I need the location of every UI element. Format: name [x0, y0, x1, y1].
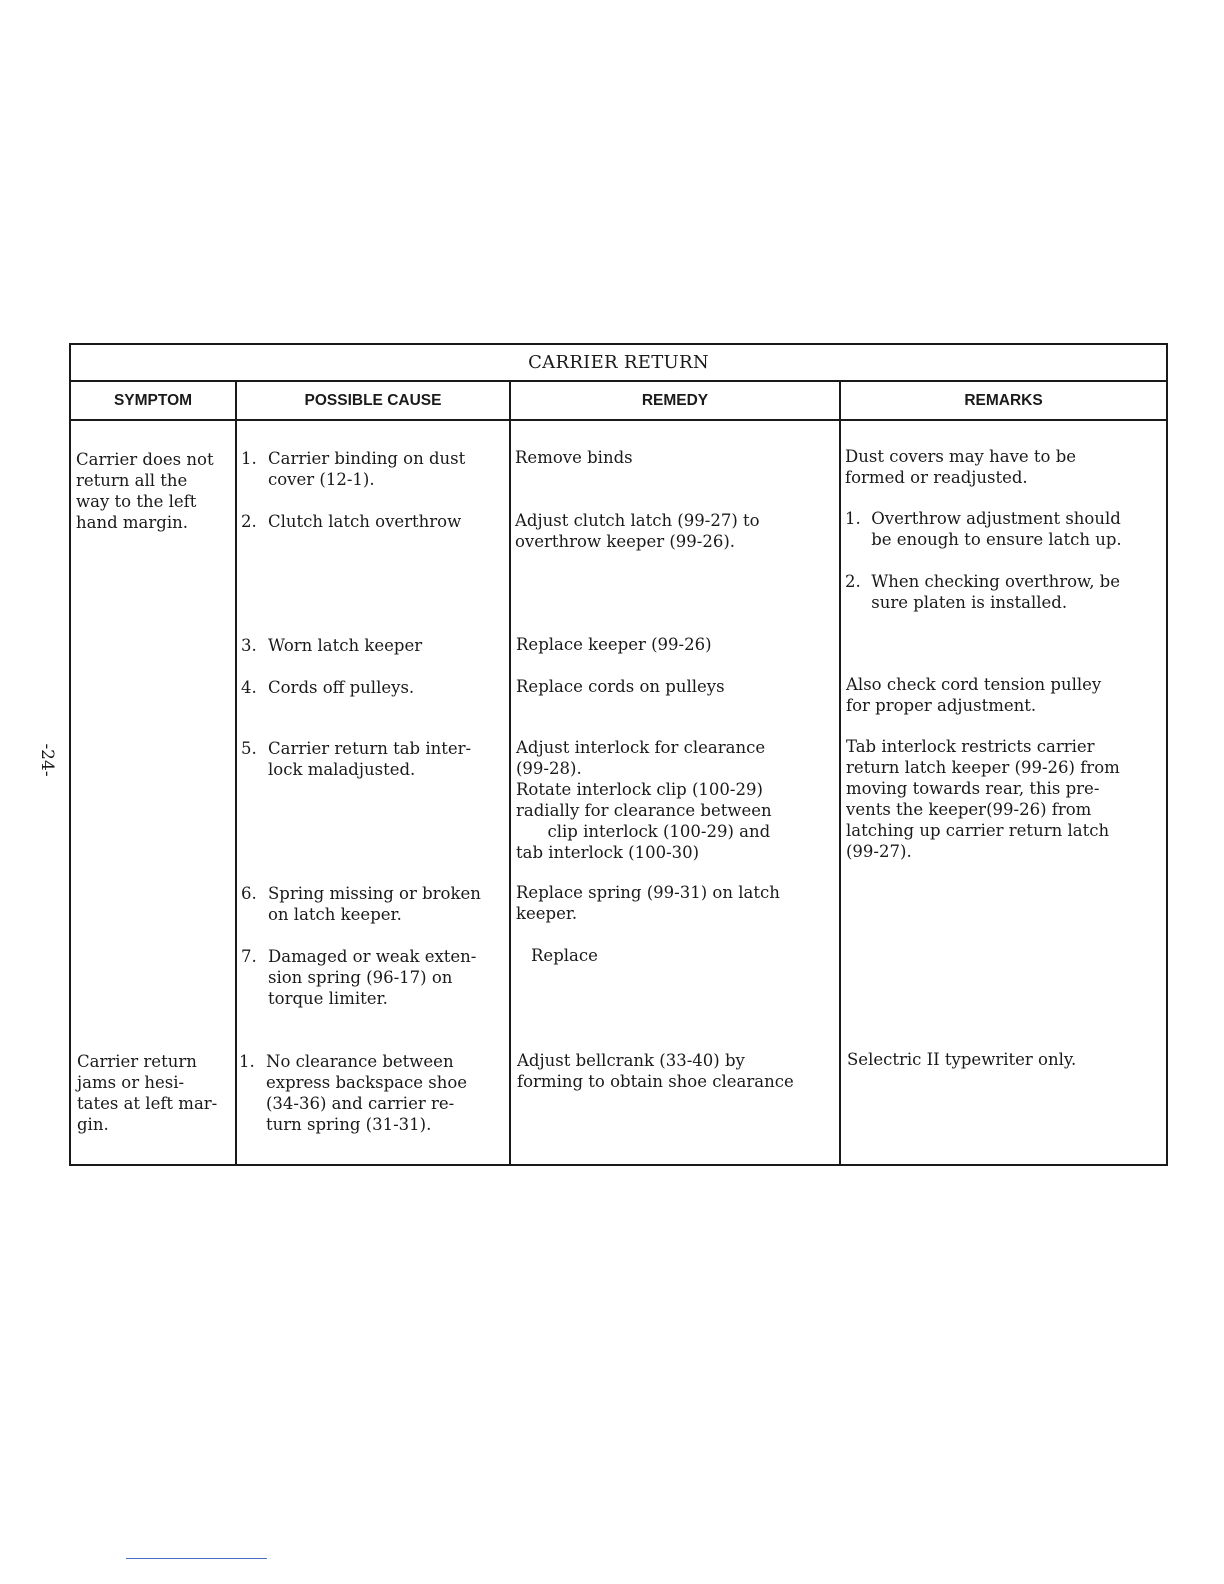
column-divider	[509, 382, 511, 1164]
cause-text: No clearance between express backspace shoe (34-36) and carrier re- turn spring (31-31).	[266, 1052, 468, 1134]
remarks-text: Also check cord tension pulley for proper adjustment.	[846, 675, 1102, 715]
remarks-text: 1. Overthrow adjustment should be enough to ensure latch up.	[845, 509, 1122, 549]
cause-text: Clutch latch overthrow	[268, 512, 462, 531]
cause-number: 2.	[241, 512, 257, 531]
remarks-text: 2. When checking overthrow, be sure platen is installed.	[845, 572, 1121, 612]
remedy-text: Replace spring (99-31) on latch keeper.	[516, 883, 780, 923]
cause-number: 3.	[241, 636, 257, 655]
cause-text: Carrier return tab inter- lock maladjusted.	[268, 739, 472, 779]
cause-number: 6.	[241, 884, 257, 903]
remedy-text: Adjust bellcrank (33-40) by forming to obtain shoe clearance	[517, 1051, 794, 1091]
cause-text: Spring missing or broken on latch keeper.	[268, 884, 481, 924]
header-remarks: REMARKS	[964, 392, 1043, 409]
remarks-text: Tab interlock restricts carrier return latch keeper (99-26) from moving towards rear, this pre- vents the keeper(99-26) from latching up carrier return latch (99-27).	[846, 737, 1120, 861]
symptom-text: Carrier does not return all the way to the left hand margin.	[76, 450, 214, 532]
cause-number: 5.	[241, 739, 257, 758]
column-divider	[839, 382, 841, 1164]
symptom-text: Carrier return jams or hesi- tates at left mar- gin.	[77, 1052, 218, 1134]
header-possible-cause: POSSIBLE CAUSE	[304, 392, 442, 409]
page-number: -24-	[37, 743, 57, 777]
cause-number: 4.	[241, 678, 257, 697]
cause-text: Carrier binding on dust cover (12-1).	[268, 449, 466, 489]
cause-text: Worn latch keeper	[268, 636, 423, 655]
cause-number: 7.	[241, 947, 257, 966]
remedy-text: Replace cords on pulleys	[516, 677, 725, 696]
cause-text: Cords off pulleys.	[268, 678, 415, 697]
remarks-text: Dust covers may have to be formed or readjusted.	[845, 447, 1077, 487]
remedy-text: Replace keeper (99-26)	[516, 635, 712, 654]
cause-number: 1.	[241, 449, 257, 468]
remedy-text: Replace	[531, 946, 598, 965]
remedy-text: Remove binds	[515, 448, 633, 467]
cause-text: Damaged or weak exten- sion spring (96-17) on torque limiter.	[268, 947, 477, 1008]
table-title: CARRIER RETURN	[71, 345, 1166, 382]
troubleshooting-table	[69, 343, 1168, 1166]
remedy-text: Adjust interlock for clearance (99-28). Rotate interlock clip (100-29) radially for clearance between clip interlock (100-29) and tab interlock (100-30)	[516, 738, 772, 862]
cause-number: 1.	[239, 1052, 255, 1071]
header-remedy: REMEDY	[641, 392, 709, 409]
remarks-text: Selectric II typewriter only.	[847, 1050, 1077, 1069]
header-symptom: SYMPTOM	[113, 392, 193, 409]
column-divider	[235, 382, 237, 1164]
scan-artifact-line	[126, 1558, 267, 1559]
remedy-text: Adjust clutch latch (99-27) to overthrow keeper (99-26).	[515, 511, 760, 551]
